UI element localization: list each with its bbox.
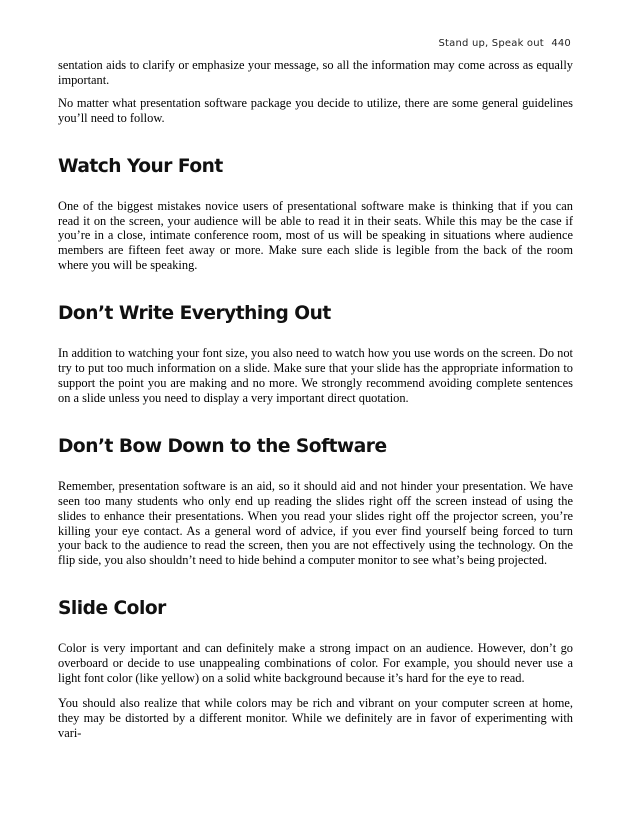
intro-paragraph: sentation aids to clarify or emphasize your message, so all the information may come across as equally important. <box>58 58 573 87</box>
body-paragraph: You should also realize that while colors may be rich and vibrant on your computer screen at home, they may be distorted by a different monitor. While we definitely are in favor of experimenting with vari- <box>58 695 573 740</box>
page-body <box>58 58 573 751</box>
body-paragraph: Remember, presentation software is an aid, so it should aid and not hinder your presentation. We have seen too many students who only end up reading the slides right off the screen instead of using the slides to enhance their presentations. When you read your slides right off the projector screen, you’re killing your eye contact. As a general word of advice, if you ever find yourself being forced to turn your back to the audience to read the screen, then you are not effectively using the technology. On the flip side, you also shouldn’t need to hide behind a computer monitor to see what’s being projected. <box>58 478 573 568</box>
section-heading-slide-color: Slide Color <box>58 598 166 620</box>
running-header <box>438 38 571 49</box>
intro-paragraph: No matter what presentation software package you decide to utilize, there are some general guidelines you’ll need to follow. <box>58 95 573 125</box>
page-number: 440 <box>551 38 571 49</box>
running-title: Stand up, Speak out <box>438 38 544 49</box>
body-paragraph: In addition to watching your font size, you also need to watch how you use words on the screen. Do not try to put too much information on a slide. Make sure that your slide has the appropriate information to support the point you are making and no more. We strongly recommend avoiding complete sentences on a slide unless you need to display a very important direct quotation. <box>58 346 573 405</box>
section-heading-dont-bow-down: Don’t Bow Down to the Software <box>58 435 387 457</box>
body-paragraph: One of the biggest mistakes novice users of presentational software make is thinking that if you can read it on the screen, your audience will be able to read it in their seats. While this may be the case if you’re in a close, intimate conference room, most of us will be speaking in situations where audience members are fifteen feet away or more. Make sure each slide is legible from the back of the room where you will be speaking. <box>58 198 573 273</box>
body-paragraph: Color is very important and can definitely make a strong impact on an audience. However, don’t go overboard or decide to use unappealing combinations of color. For example, you should never use a light font color (like yellow) on a solid white background because it’s hard for the eye to read. <box>58 641 573 686</box>
section-heading-watch-your-font: Watch Your Font <box>58 155 223 177</box>
section-heading-dont-write-everything-out: Don’t Write Everything Out <box>58 303 331 325</box>
